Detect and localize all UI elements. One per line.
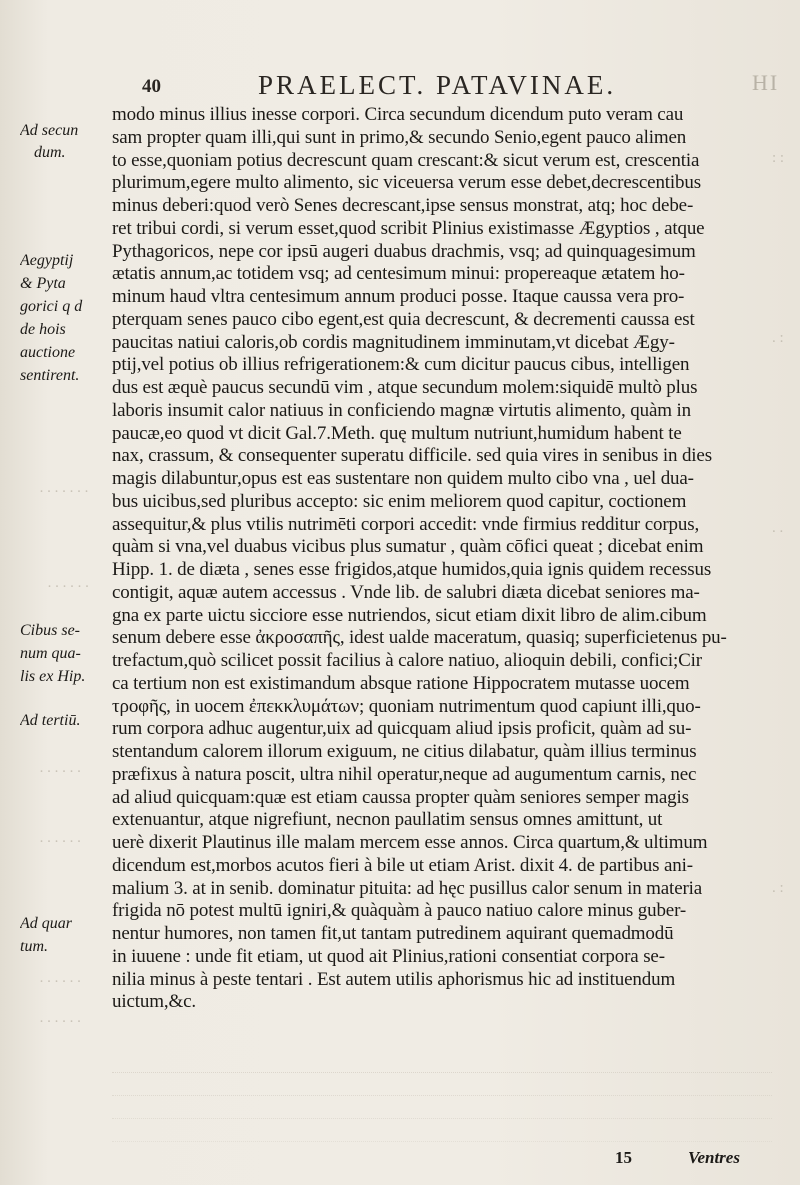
marginal-note: gorici q d xyxy=(20,298,83,315)
marginal-note: de hois xyxy=(20,321,66,338)
text-line: minum haud vltra centesimum annum produci posse. Itaque caussa vera pro- xyxy=(112,286,685,307)
bleed-through-block xyxy=(112,1050,772,1142)
text-line: laboris insumit calor natiuus in conficiendo magnæ virtutis alimento, quàm in xyxy=(112,399,691,421)
text-line: trefactum,quò scilicet possit facilius à calore natiuo, alioquin debili, confici;Cir xyxy=(112,650,702,671)
text-line: rum corpora adhuc augentur,uix ad quicquam aliud ipsis proficit, quàm ad su- xyxy=(112,718,692,740)
marginal-note: Cibus se- xyxy=(20,622,80,639)
text-line: paucæ,eo quod vt dicit Gal.7.Meth. quę multum nutriunt,humidum habent te xyxy=(112,422,682,444)
bleed-through-mark: . : xyxy=(772,880,784,896)
bleed-through-mark: . . . . . . xyxy=(40,970,82,986)
text-line: senum debere esse ἀκροσαπῆς, idest ualde maceratum, quasiq; superficietenus pu- xyxy=(112,627,727,649)
text-line: ret tribui cordi, si verum esset,quod scribit Plinius existimasse Ægyptios , atque xyxy=(112,217,705,239)
page-number: 40 xyxy=(142,76,161,97)
marginal-note: Aegyptij xyxy=(20,252,74,269)
marginal-note: num qua- xyxy=(20,645,81,662)
text-line: pterquam senes pauco cibo egent,est quia decrescunt, & decrementi caussa est xyxy=(112,308,695,330)
text-line: paucitas natiui caloris,ob cordis magnitudinem imminutam,vt dicebat Ægy- xyxy=(112,331,675,353)
text-line: sam propter quam illi,qui sunt in primo,& secundo Senio,egent pauco alimen xyxy=(112,126,687,148)
bleed-through-mark: . . . . . . xyxy=(40,760,82,776)
text-line: modo minus illius inesse corpori. Circa secundum dicendum puto veram cau xyxy=(112,104,684,125)
catchword: Ventres xyxy=(688,1148,740,1167)
running-head: PRAELECT. PATAVINAE. xyxy=(258,70,617,100)
text-line: τροφῆς, in uocem ἐπεκκλυμάτων; quoniam nutrimentum quod capiunt illi,quo- xyxy=(112,695,701,717)
text-line: contigit, aquæ autem accessus . Vnde lib. de salubri diæta dicebat seniores ma- xyxy=(112,581,700,603)
text-line: magis dilabuntur,opus est eas sustentare non quidem multo cibo vna , uel dua- xyxy=(112,468,694,489)
bleed-through-mark: . . xyxy=(772,520,784,536)
signature-mark: 15 xyxy=(615,1148,632,1167)
marginal-note: tum. xyxy=(20,938,48,955)
text-line: ad aliud quicquam:quæ est etiam caussa propter quàm seniores semper magis xyxy=(112,786,689,808)
bleed-through-mark: . . . . . . xyxy=(40,830,82,846)
bleed-through-mark: . . . . . . xyxy=(48,575,90,591)
text-line: malium 3. at in senib. dominatur pituita: ad hęc pusillus calor senum in materia xyxy=(112,877,703,899)
text-line: ætatis annum,ac totidem vsq; ad centesimum minui: propereaque ætatem ho- xyxy=(112,263,685,285)
text-line: extenuantur, atque nigrefiunt, necnon paullatim sensus omnes amittunt, ut xyxy=(112,809,663,831)
text-line: in iuuene : unde fit etiam, ut quod ait Plinius,rationi consentiat corpora se- xyxy=(112,945,665,967)
bleed-through-mark: . . . . . . xyxy=(40,1010,82,1026)
text-line: nax, crassum, & consequenter superatu difficile. sed quia vires in senibus in dies xyxy=(112,445,712,467)
text-line: nilia minus à peste tentari . Est autem utilis aphorismus hic ad instituendum xyxy=(112,968,676,990)
bleed-through-mark: . . . . . . . xyxy=(40,480,89,496)
text-line: bus uicibus,sed pluribus accepto: sic enim meliorem quod capitur, coctionem xyxy=(112,490,687,512)
text-line: ca tertium non est existimandum absque ratione Hippocratem mutasse uocem xyxy=(112,672,690,694)
bleed-through-text: HI xyxy=(752,70,780,95)
marginal-note: dum. xyxy=(34,144,66,161)
marginal-note: Ad tertiū. xyxy=(20,712,81,729)
text-line: frigida nō potest multū igniri,& quàquàm à pauco natiuo calore minus guber- xyxy=(112,900,687,922)
text-line: dicendum est,morbos acutos fieri à bile ut etiam Arist. dixit 4. de partibus ani- xyxy=(112,854,693,876)
bleed-through-mark: . : xyxy=(772,330,784,346)
text-line: uictum,&c. xyxy=(112,991,196,1013)
text-line: plurimum,egere multo alimento, sic viceuersa verum esse debet,decrescentibus xyxy=(112,172,702,194)
text-line: ptij,vel potius ob illius refrigerationem:& cum dicitur paucus cibus, intelligen xyxy=(112,354,690,376)
text-line: præfixus à natura poscit, ultra nihil operatur,neque ad augumentum carnis, nec xyxy=(112,763,697,785)
text-line: gna ex parte uictu sicciore esse nutriendos, sicut etiam dixit libro de alim.cibum xyxy=(112,604,707,626)
page-header xyxy=(0,70,800,106)
marginal-note: Ad secun xyxy=(20,122,79,139)
text-line: dus est æquè paucus secundū vim , atque secundum molem:siquidē multò plus xyxy=(112,377,698,398)
marginal-note: lis ex Hip. xyxy=(20,668,86,685)
text-line: uerè dixerit Plautinus ille malam mercem esse annos. Circa quartum,& ultimum xyxy=(112,832,708,853)
body-text xyxy=(112,104,772,1014)
text-line: Pythagoricos, nepe cor ipsū augeri duabus drachmis, vsq; ad quinquagesimum xyxy=(112,240,696,262)
text-line: assequitur,& plus vtilis nutrimēti corpori accedit: vnde firmius redditur corpus, xyxy=(112,513,700,535)
text-line: stentandum calorem illorum exiguum, ne citius dilabatur, quàm illius terminus xyxy=(112,741,697,762)
text-line: to esse,quoniam potius decrescunt quam crescant:& sicut verum est, crescentia xyxy=(112,149,700,171)
text-line: Hipp. 1. de diæta , senes esse frigidos,atque humidos,quia ignis quidem recessus xyxy=(112,559,712,580)
page-footer xyxy=(0,1148,800,1178)
marginal-note: & Pyta xyxy=(20,275,66,292)
bleed-through-mark: : : xyxy=(772,150,785,166)
text-line: quàm si vna,vel duabus vicibus plus sumatur , quàm cōfici queat ; dicebat enim xyxy=(112,536,704,558)
marginal-note: Ad quar xyxy=(20,915,72,932)
marginal-note: auctione xyxy=(20,344,76,361)
marginal-note: sentirent. xyxy=(20,367,80,384)
text-line: minus deberi:quod verò Senes decrescant,ipse sensus monstrat, atq; hoc debe- xyxy=(112,195,694,216)
text-line: nentur humores, non tamen fit,ut tantam putredinem aquirant quemadmodū xyxy=(112,923,674,944)
